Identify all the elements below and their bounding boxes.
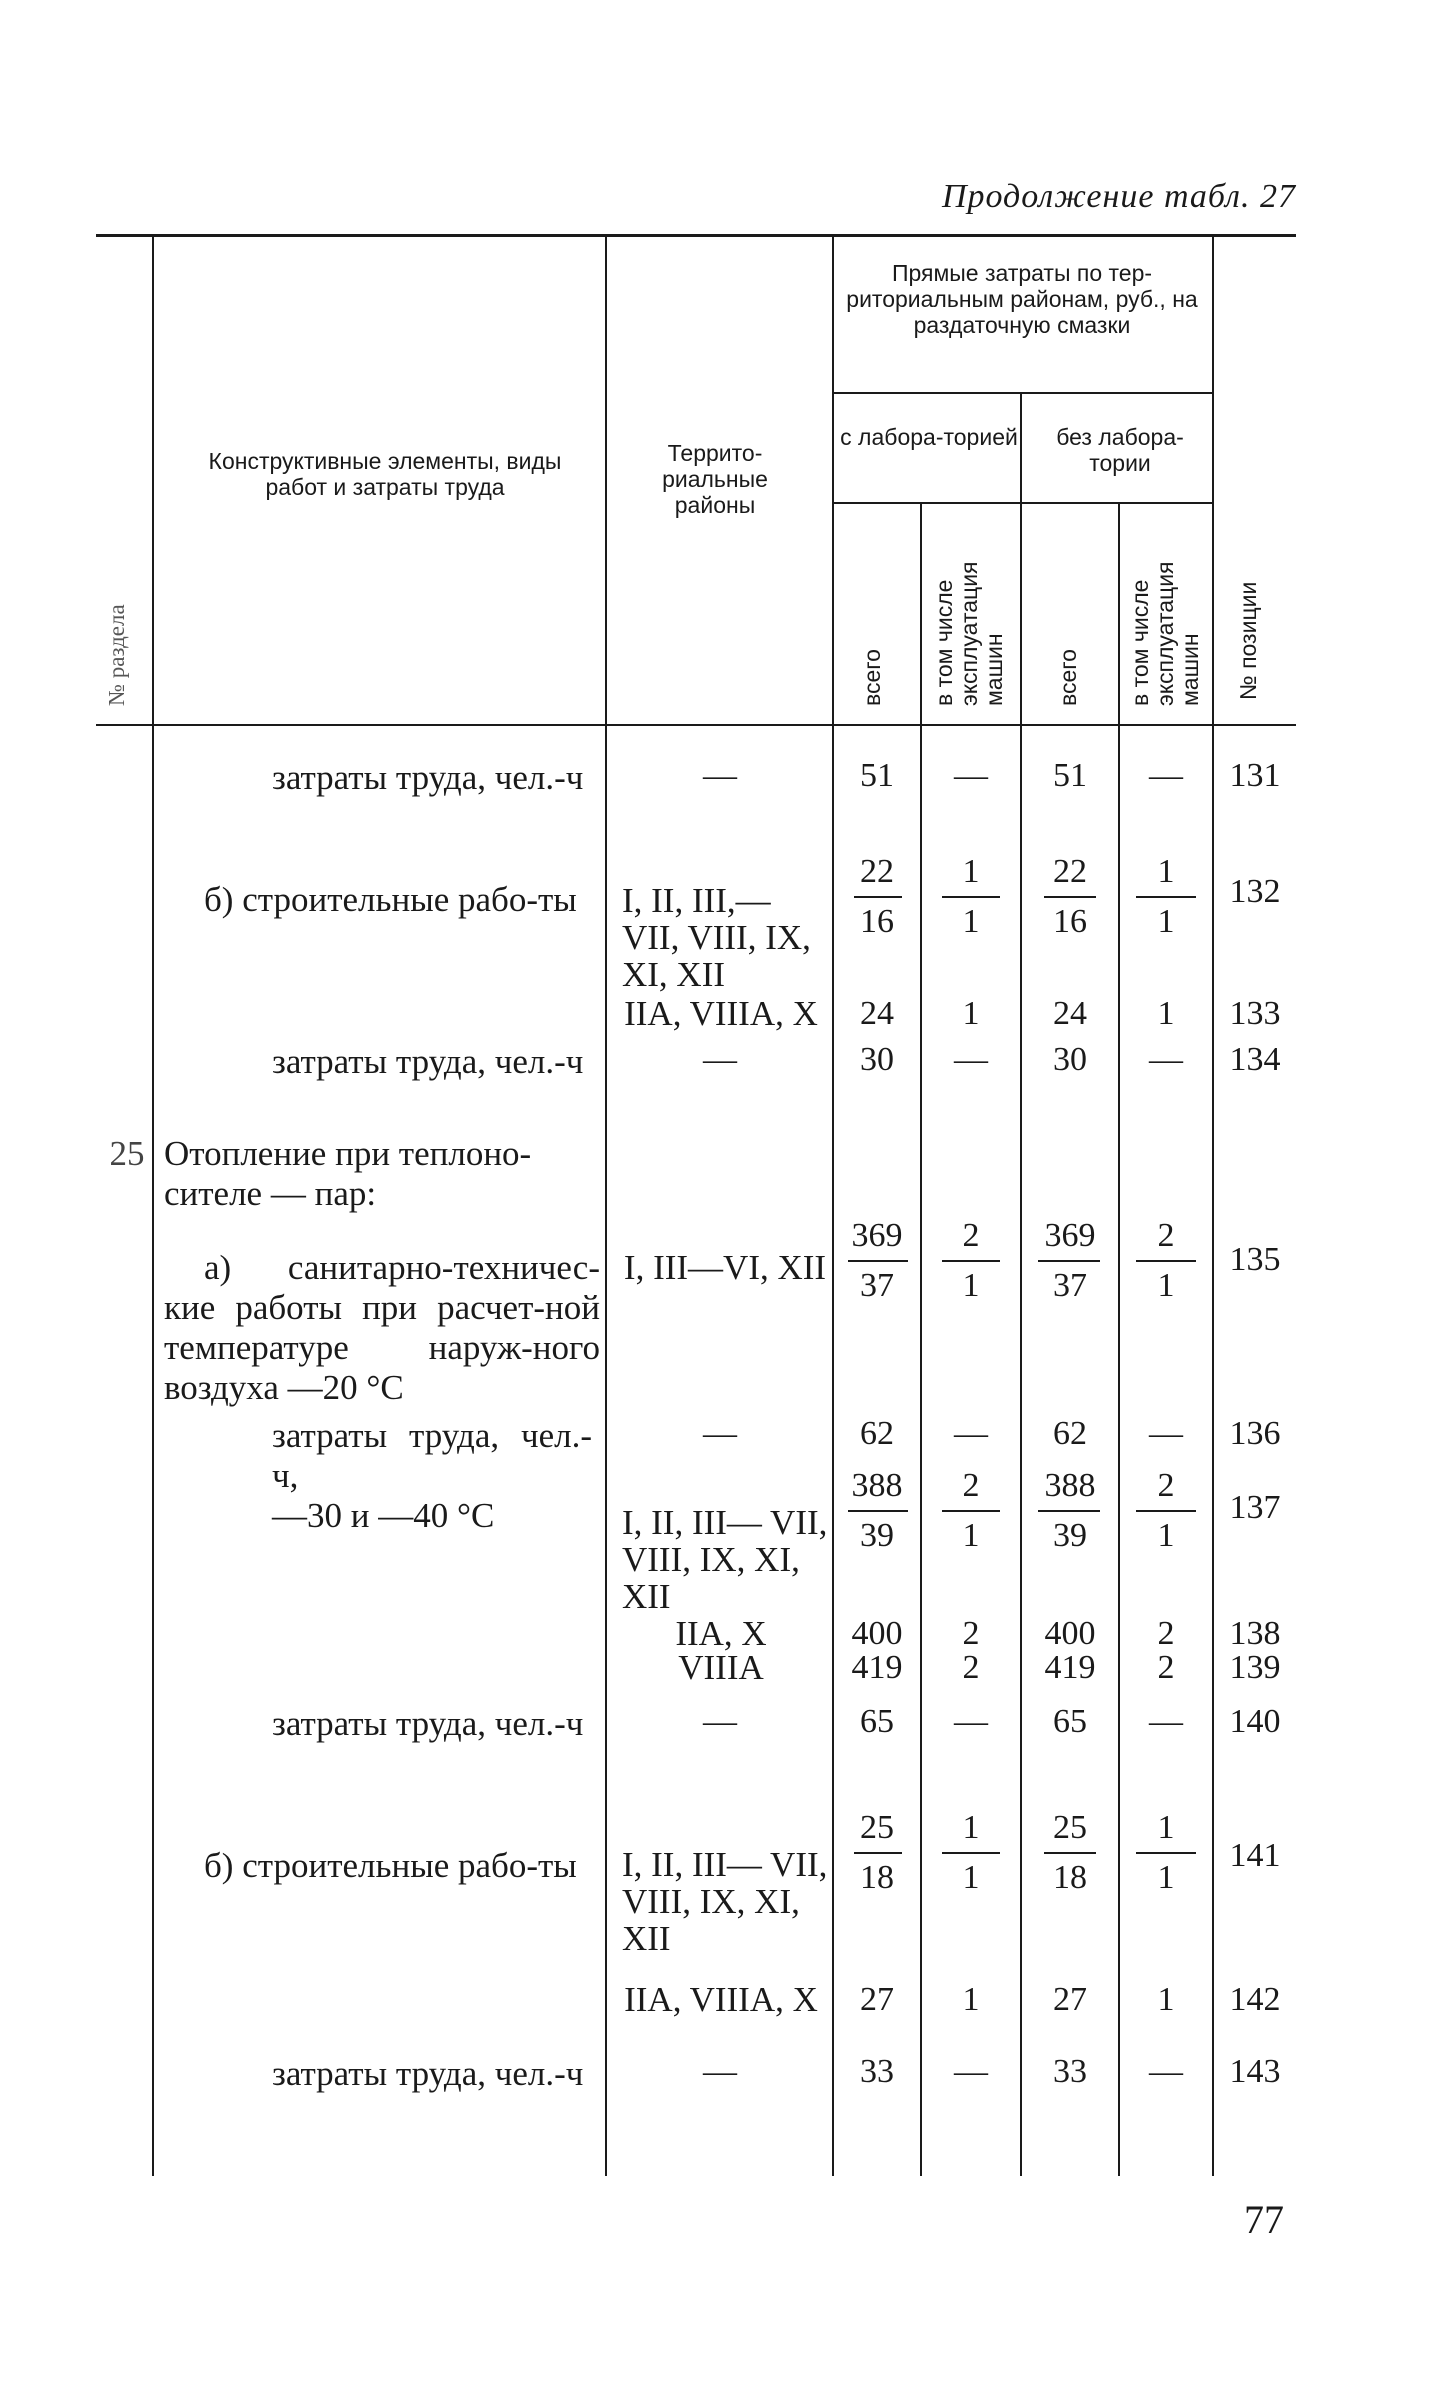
row-143-position: 143 — [1229, 2053, 1281, 2090]
row-140-desc: затраты труда, чел.-ч — [272, 1704, 584, 1743]
row-133-region: IIA, VIIIA, X — [624, 994, 818, 1033]
row-136-desc: затраты труда, чел.-ч, — [272, 1416, 592, 1495]
col-divider-6 — [1118, 502, 1120, 2176]
row-132-frac-c — [1044, 896, 1096, 898]
row-135-total-lab-bottom: 37 — [860, 1267, 894, 1304]
col-divider-2 — [605, 236, 607, 2176]
row-132-region: I, II, III,— VII, VIII, IX, XI, XII — [622, 881, 811, 994]
row-141-mach-nolab-bottom: 1 — [1157, 1859, 1175, 1896]
row-137-total-lab-top: 388 — [851, 1467, 903, 1504]
row-143-total-nolab: 33 — [1053, 2053, 1087, 2090]
header-bottom-rule — [96, 724, 1296, 726]
header-with-lab: с лабора-торией — [840, 424, 1018, 450]
row-137-mach-lab-bottom: 1 — [962, 1517, 980, 1554]
header-elements: Конструктивные элементы, виды работ и затраты труда — [208, 448, 562, 500]
row-134-region: — — [703, 1041, 737, 1078]
row-142-total-lab: 27 — [860, 1981, 894, 2018]
row-143-total-lab: 33 — [860, 2053, 894, 2090]
row-135-mach-nolab-bottom: 1 — [1157, 1267, 1175, 1304]
row-141-mach-nolab-top: 1 — [1157, 1809, 1175, 1846]
row-135-total-nolab-bottom: 37 — [1053, 1267, 1087, 1304]
row-131-region: — — [703, 757, 737, 794]
row-141-frac-a — [854, 1852, 902, 1854]
col-divider-7 — [1212, 236, 1214, 2176]
row-138-position: 138 — [1229, 1615, 1281, 1652]
row-143-region: — — [703, 2053, 737, 2090]
header-total-without-lab: всего — [1055, 649, 1081, 706]
row-134-position: 134 — [1229, 1041, 1281, 1078]
row-133-position: 133 — [1229, 995, 1281, 1032]
row-138-total-lab: 400 — [851, 1615, 903, 1652]
row-135-total-nolab-top: 369 — [1044, 1217, 1096, 1254]
row-141-region: I, II, III— VII, VIII, IX, XI, XII — [622, 1845, 828, 1958]
row-137-mach-nolab-bottom: 1 — [1157, 1517, 1175, 1554]
row-134-mach-lab: — — [954, 1041, 988, 1078]
row-139-mach-lab: 2 — [962, 1649, 980, 1686]
row-132-mach-lab-top: 1 — [962, 853, 980, 890]
header-regions: Террито-риальные районы — [662, 440, 768, 518]
row-140-mach-lab: — — [954, 1703, 988, 1740]
row-133-mach-nolab: 1 — [1157, 995, 1175, 1032]
row-137-region: I, II, III— VII, VIII, IX, XI, XII — [622, 1503, 828, 1616]
header-section-number: № раздела — [104, 604, 129, 706]
row-135-total-lab-top: 369 — [851, 1217, 903, 1254]
row-137-frac-a — [848, 1510, 908, 1512]
row-133-mach-lab: 1 — [962, 995, 980, 1032]
row-142-total-nolab: 27 — [1053, 1981, 1087, 2018]
row-139-region: VIIIA — [678, 1648, 764, 1687]
row-141-total-lab-top: 25 — [860, 1809, 894, 1846]
row-139-total-nolab: 419 — [1044, 1649, 1096, 1686]
row-132-frac-a — [854, 896, 902, 898]
row-136-total-nolab: 62 — [1053, 1415, 1087, 1452]
row-137-frac-d — [1136, 1510, 1196, 1512]
row-138-region: IIA, X — [675, 1614, 767, 1653]
row-132-total-nolab-top: 22 — [1053, 853, 1087, 890]
row-137-total-nolab-top: 388 — [1044, 1467, 1096, 1504]
row-136-mach-nolab: — — [1149, 1415, 1183, 1452]
col-divider-4 — [920, 502, 922, 2176]
row-141-mach-lab-top: 1 — [962, 1809, 980, 1846]
row-132-total-nolab-bottom: 16 — [1053, 903, 1087, 940]
row-141-total-nolab-bottom: 18 — [1053, 1859, 1087, 1896]
section-25-title: Отопление при теплоно-сителе — пар: — [164, 1134, 532, 1213]
row-137-position: 137 — [1229, 1489, 1281, 1526]
row-142-region: IIA, VIIIA, X — [624, 1980, 818, 2019]
row-140-mach-nolab: — — [1149, 1703, 1183, 1740]
row-135-frac-d — [1136, 1260, 1196, 1262]
header-direct-costs: Прямые затраты по тер-риториальным районам, руб., на раздаточную смазки — [846, 260, 1198, 338]
row-141-position: 141 — [1229, 1837, 1281, 1874]
row-132-desc: б) строительные рабо-ты — [204, 880, 577, 919]
row-136-region: — — [703, 1415, 737, 1452]
row-132-position: 132 — [1229, 873, 1281, 910]
row-142-position: 142 — [1229, 1981, 1281, 2018]
row-135-mach-nolab-top: 2 — [1157, 1217, 1175, 1254]
row-134-total-lab: 30 — [860, 1041, 894, 1078]
row-141-total-nolab-top: 25 — [1053, 1809, 1087, 1846]
row-131-mach-lab: — — [954, 757, 988, 794]
row-136-mach-lab: — — [954, 1415, 988, 1452]
header-position: № позиции — [1235, 581, 1261, 700]
lab-subheader-rule — [832, 502, 1212, 504]
row-132-mach-nolab-top: 1 — [1157, 853, 1175, 890]
row-131-mach-nolab: — — [1149, 757, 1183, 794]
row-141-frac-d — [1136, 1852, 1196, 1854]
row-139-total-lab: 419 — [851, 1649, 903, 1686]
row-132-frac-d — [1136, 896, 1196, 898]
section-25-number: 25 — [109, 1134, 145, 1173]
row-132-mach-nolab-bottom: 1 — [1157, 903, 1175, 940]
row-135-region: I, III—VI, XII — [623, 1248, 827, 1287]
row-134-mach-nolab: — — [1149, 1041, 1183, 1078]
row-135-frac-b — [942, 1260, 1000, 1262]
row-136-position: 136 — [1229, 1415, 1281, 1452]
row-138-mach-nolab: 2 — [1157, 1615, 1175, 1652]
row-143-mach-nolab: — — [1149, 2053, 1183, 2090]
col-divider-1 — [152, 236, 154, 2176]
row-135-mach-lab-top: 2 — [962, 1217, 980, 1254]
row-142-mach-nolab: 1 — [1157, 1981, 1175, 2018]
row-139-position: 139 — [1229, 1649, 1281, 1686]
header-without-lab: без лабора-тории — [1056, 424, 1184, 476]
row-140-total-nolab: 65 — [1053, 1703, 1087, 1740]
row-141-desc: б) строительные рабо-ты — [204, 1846, 577, 1885]
costs-subheader-rule — [832, 392, 1212, 394]
row-141-frac-b — [942, 1852, 1000, 1854]
row-135-frac-c — [1038, 1260, 1100, 1262]
row-131-total-nolab: 51 — [1053, 757, 1087, 794]
header-machines-with-lab: в том числе эксплуатация машин — [931, 561, 1007, 706]
row-137-frac-b — [942, 1510, 1000, 1512]
row-132-mach-lab-bottom: 1 — [962, 903, 980, 940]
row-137-mach-nolab-top: 2 — [1157, 1467, 1175, 1504]
row-137-mach-lab-top: 2 — [962, 1467, 980, 1504]
row-135-position: 135 — [1229, 1241, 1281, 1278]
row-143-desc: затраты труда, чел.-ч — [272, 2054, 584, 2093]
row-137-total-lab-bottom: 39 — [860, 1517, 894, 1554]
row-140-total-lab: 65 — [860, 1703, 894, 1740]
row-137-frac-c — [1038, 1510, 1100, 1512]
row-141-total-lab-bottom: 18 — [860, 1859, 894, 1896]
row-135-frac-a — [848, 1260, 908, 1262]
row-143-mach-lab: — — [954, 2053, 988, 2090]
row-137-desc: —30 и —40 °С — [272, 1496, 495, 1535]
row-135-desc: а) санитарно-техничес-кие работы при расчет-ной температуре наруж-ного воздуха —20 °С — [164, 1248, 600, 1407]
row-141-mach-lab-bottom: 1 — [962, 1859, 980, 1896]
row-131-desc: затраты труда, чел.-ч — [272, 758, 584, 797]
row-138-total-nolab: 400 — [1044, 1615, 1096, 1652]
row-136-total-lab: 62 — [860, 1415, 894, 1452]
row-134-total-nolab: 30 — [1053, 1041, 1087, 1078]
row-131-position: 131 — [1229, 757, 1281, 794]
row-141-frac-c — [1044, 1852, 1096, 1854]
row-134-desc: затраты труда, чел.-ч — [272, 1042, 584, 1081]
row-142-mach-lab: 1 — [962, 1981, 980, 2018]
header-machines-without-lab: в том числе эксплуатация машин — [1127, 561, 1203, 706]
page-number: 77 — [1244, 2197, 1284, 2242]
row-132-frac-b — [942, 896, 1000, 898]
continuation-caption: Продолжение табл. 27 — [941, 178, 1296, 215]
table-top-rule — [96, 234, 1296, 237]
header-total-with-lab: всего — [859, 649, 885, 706]
row-140-region: — — [703, 1703, 737, 1740]
row-140-position: 140 — [1229, 1703, 1281, 1740]
row-139-mach-nolab: 2 — [1157, 1649, 1175, 1686]
row-137-total-nolab-bottom: 39 — [1053, 1517, 1087, 1554]
row-132-total-lab-bottom: 16 — [860, 903, 894, 940]
row-138-mach-lab: 2 — [962, 1615, 980, 1652]
row-132-total-lab-top: 22 — [860, 853, 894, 890]
row-133-total-nolab: 24 — [1053, 995, 1087, 1032]
row-135-mach-lab-bottom: 1 — [962, 1267, 980, 1304]
row-133-total-lab: 24 — [860, 995, 894, 1032]
row-131-total-lab: 51 — [860, 757, 894, 794]
